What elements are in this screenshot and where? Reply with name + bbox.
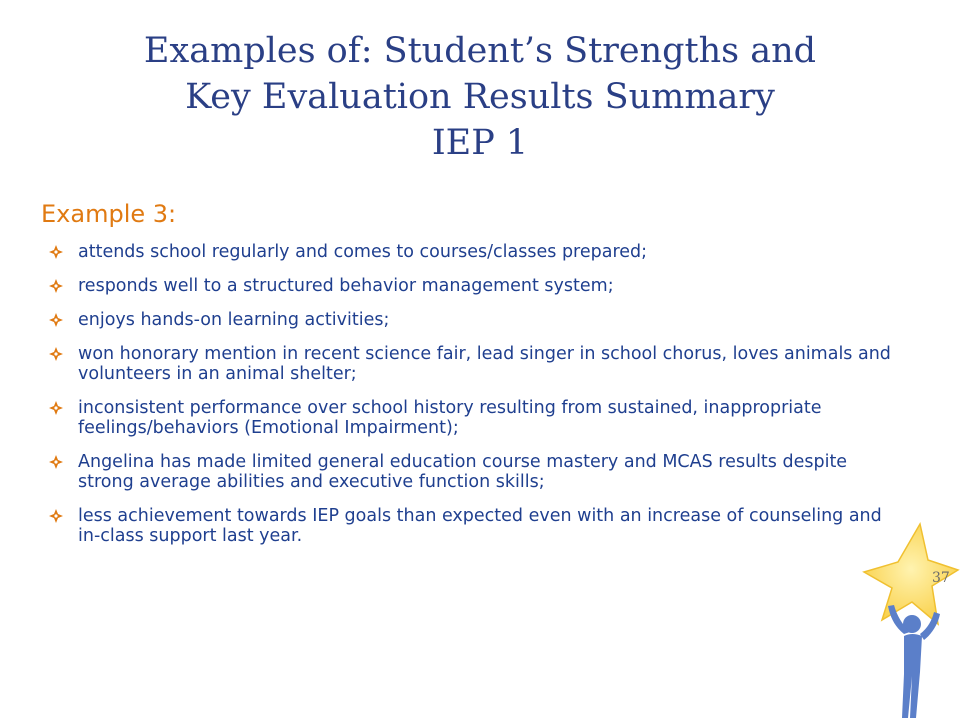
bullet-text: less achievement towards IEP goals than expected even with an increase of counseling and in-class support last year.: [78, 506, 882, 546]
four-point-star-bullet-icon: [48, 400, 64, 416]
person-reaching-icon: [882, 602, 942, 720]
four-point-star-bullet-icon: [48, 278, 64, 294]
bullet-item: [48, 506, 908, 546]
bullet-item: [48, 452, 908, 492]
four-point-star-bullet-icon: [48, 244, 64, 260]
title-line-1: Examples of: Student’s Strengths and: [143, 31, 817, 71]
four-point-star-bullet-icon: [48, 312, 64, 328]
bullet-item: [48, 398, 908, 438]
four-point-star-bullet-icon: [48, 454, 64, 470]
slide-title: [60, 28, 900, 166]
bullet-item: [48, 310, 908, 330]
example-heading: Example 3:: [41, 200, 177, 228]
title-line-3: IEP 1: [431, 123, 529, 163]
bullet-list: [48, 242, 908, 560]
bullet-text: responds well to a structured behavior management system;: [78, 276, 614, 296]
bullet-text: attends school regularly and comes to courses/classes prepared;: [78, 242, 648, 262]
four-point-star-bullet-icon: [48, 346, 64, 362]
bullet-text: Angelina has made limited general education course mastery and MCAS results despite strong average abilities and executive function skills;: [78, 452, 848, 492]
bullet-text: inconsistent performance over school history resulting from sustained, inappropriate feelings/behaviors (Emotional Impairment);: [78, 398, 822, 438]
title-line-2: Key Evaluation Results Summary: [185, 77, 775, 117]
bullet-item: [48, 242, 908, 262]
bullet-text: enjoys hands-on learning activities;: [78, 310, 390, 330]
bullet-text: won honorary mention in recent science fair, lead singer in school chorus, loves animals and volunteers in an animal shelter;: [78, 344, 891, 384]
page-number: 37: [932, 570, 950, 586]
bullet-item: [48, 276, 908, 296]
bullet-item: [48, 344, 908, 384]
four-point-star-bullet-icon: [48, 508, 64, 524]
